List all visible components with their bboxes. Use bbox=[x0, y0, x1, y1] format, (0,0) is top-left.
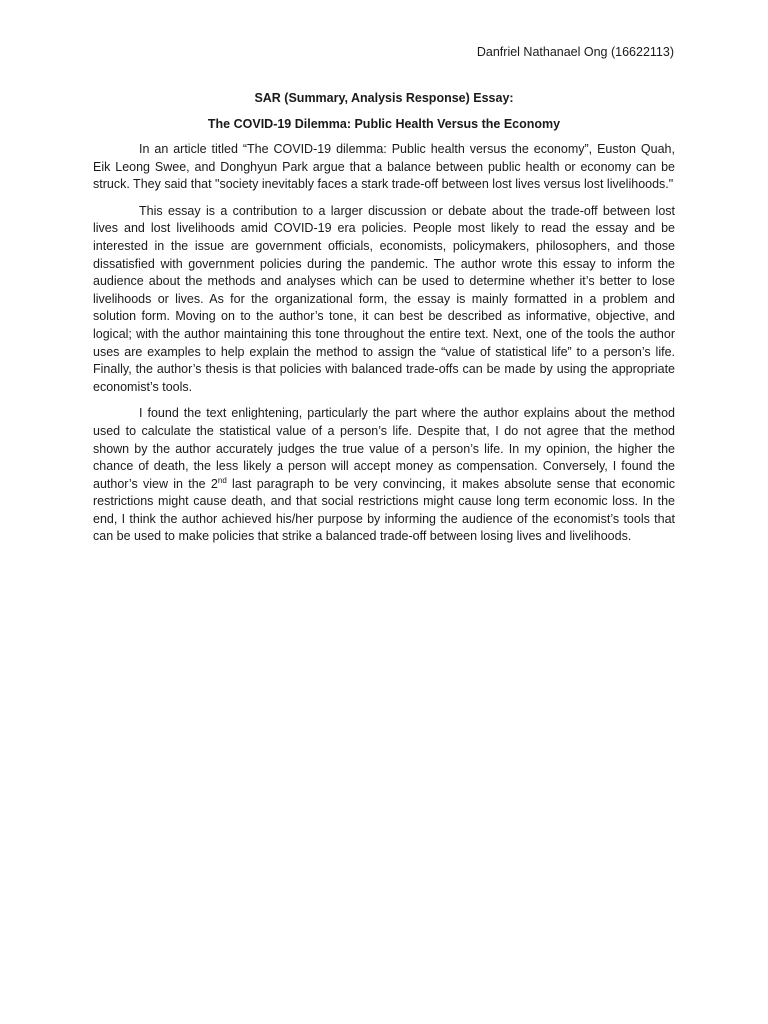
essay-body bbox=[93, 141, 675, 555]
response-paragraph bbox=[93, 405, 675, 546]
response-text-part-1: I found the text enlightening, particularly the part where the author explains about the method used to calculate the statistical value of a person’s life. Despite that, I do not agree that the method shown by the author accurately judges the true value of a person’s life. In my opinion, the higher the chance of death, the less likely a person will accept money as compensation. Conversely, I found the author’s view in the 2 bbox=[93, 406, 675, 491]
essay-title: The COVID-19 Dilemma: Public Health Versus the Economy bbox=[207, 117, 561, 131]
summary-paragraph: In an article titled “The COVID-19 dilemma: Public health versus the economy”, Euston Quah, Eik Leong Swee, and Donghyun Park argue that a balance between public health or economy can be struck. They said that "society inevitably faces a stark trade-off between lost lives versus lost livelihoods." bbox=[93, 142, 675, 192]
essay-type-heading: SAR (Summary, Analysis Response) Essay: bbox=[254, 91, 514, 105]
response-text-part-2: last paragraph to be very convincing, it makes absolute sense that economic restrictions might cause death, and that social restrictions might cause long term economic loss. In the end, I think the author achieved his/her purpose by informing the audience of the economist’s tools that can be used to make policies that strike a balanced trade-off between losing lives and livelihoods. bbox=[93, 476, 676, 544]
analysis-paragraph: This essay is a contribution to a larger discussion or debate about the trade-off between lost lives and lost livelihoods amid COVID-19 era policies. People most likely to read the essay and be interested in the issue are government officials, economists, policymakers, philosophers, and those dissatisfied with government policies during the pandemic. The author wrote this essay to inform the audience about the methods and analyses which can be used to determine whether it’s better to lose livelihoods or lives. As for the organizational form, the essay is mainly formatted in a problem and solution form. Moving on to the author’s tone, it can best be described as informative, objective, and logical; with the author maintaining this tone throughout the entire text. Next, one of the tools the author uses are examples to help explain the method to assign the “value of statistical life” to a person’s life. Finally, the author’s thesis is that policies with balanced trade-offs can be made by using the appropriate economist’s tools. bbox=[93, 203, 675, 394]
author-name-and-id: Danfriel Nathanael Ong (16622113) bbox=[476, 45, 674, 59]
ordinal-superscript: nd bbox=[217, 475, 227, 485]
